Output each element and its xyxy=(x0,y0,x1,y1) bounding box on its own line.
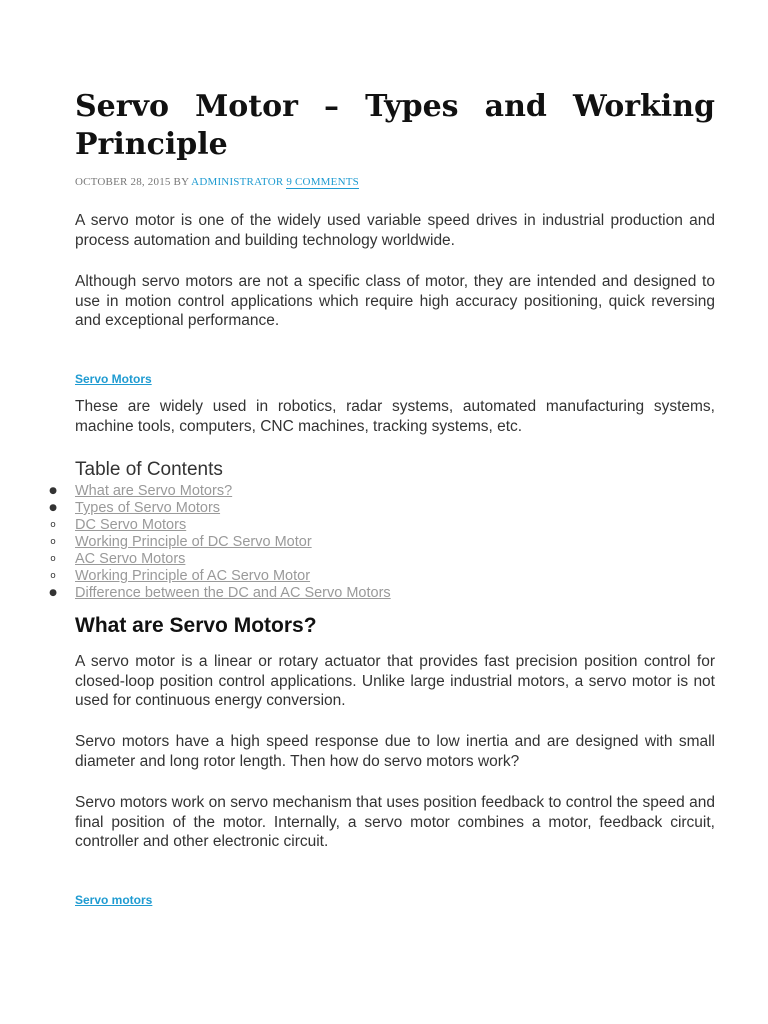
toc-link[interactable]: What are Servo Motors? xyxy=(75,483,233,499)
post-by: BY xyxy=(173,176,189,188)
section-paragraph-3: Servo motors work on servo mechanism that uses position feedback to control the speed and final position of the motor. Internally, a servo motor combines a motor, feedback circuit, controller and other electronic circuit. xyxy=(75,794,715,850)
bullet-icon: ● xyxy=(49,588,57,598)
post-date: OCTOBER 28, 2015 xyxy=(75,176,171,188)
intro-paragraph-2: Although servo motors are not a specific class of motor, they are intended and designed to use in motion control applications which require high accuracy positioning, quick reversing and exceptional performance. xyxy=(75,273,715,329)
bullet-icon: ● xyxy=(49,503,57,513)
toc-title: Table of Contents xyxy=(75,459,223,480)
toc-item-types-of-servo-motors xyxy=(0,500,768,517)
circle-bullet-icon: o xyxy=(50,571,56,581)
author-link[interactable]: ADMINISTRATOR xyxy=(191,176,284,188)
toc-link[interactable]: Types of Servo Motors xyxy=(75,500,221,516)
circle-bullet-icon: o xyxy=(50,554,56,564)
toc-item-dc-servo-motors xyxy=(0,517,768,534)
toc-item-working-principle-dc xyxy=(0,534,768,551)
comments-link[interactable]: 9 COMMENTS xyxy=(286,176,359,188)
post-meta xyxy=(75,176,359,188)
table-of-contents xyxy=(0,483,768,602)
toc-item-what-are-servo-motors xyxy=(0,483,768,500)
section-heading: What are Servo Motors? xyxy=(75,614,317,637)
circle-bullet-icon: o xyxy=(50,537,56,547)
circle-bullet-icon: o xyxy=(50,520,56,530)
toc-item-ac-servo-motors xyxy=(0,551,768,568)
toc-link[interactable]: Working Principle of DC Servo Motor xyxy=(75,534,312,550)
servo-motors-image-link[interactable]: Servo Motors xyxy=(75,372,152,386)
intro-paragraph-1: A servo motor is one of the widely used variable speed drives in industrial production and process automation and building technology worldwide. xyxy=(75,212,715,249)
toc-link[interactable]: AC Servo Motors xyxy=(75,551,186,567)
toc-item-difference-dc-ac xyxy=(0,585,768,602)
toc-link[interactable]: DC Servo Motors xyxy=(75,517,187,533)
servo-motors-image-link-2[interactable]: Servo motors xyxy=(75,893,153,907)
uses-paragraph: These are widely used in robotics, radar systems, automated manufacturing systems, machine tools, computers, CNC machines, tracking systems, etc. xyxy=(75,398,715,435)
toc-item-working-principle-ac xyxy=(0,568,768,585)
bullet-icon: ● xyxy=(49,486,57,496)
section-paragraph-1: A servo motor is a linear or rotary actuator that provides fast precision position control for closed-loop position control applications. Unlike large industrial motors, a servo motor is not used for continuous energy conversion. xyxy=(75,653,715,709)
toc-link[interactable]: Difference between the DC and AC Servo Motors xyxy=(75,585,391,601)
section-paragraph-2: Servo motors have a high speed response due to low inertia and are designed with small diameter and long rotor length. Then how do servo motors work? xyxy=(75,733,715,770)
article-title: Servo Motor – Types and Working Principle xyxy=(75,89,715,162)
toc-link[interactable]: Working Principle of AC Servo Motor xyxy=(75,568,311,584)
